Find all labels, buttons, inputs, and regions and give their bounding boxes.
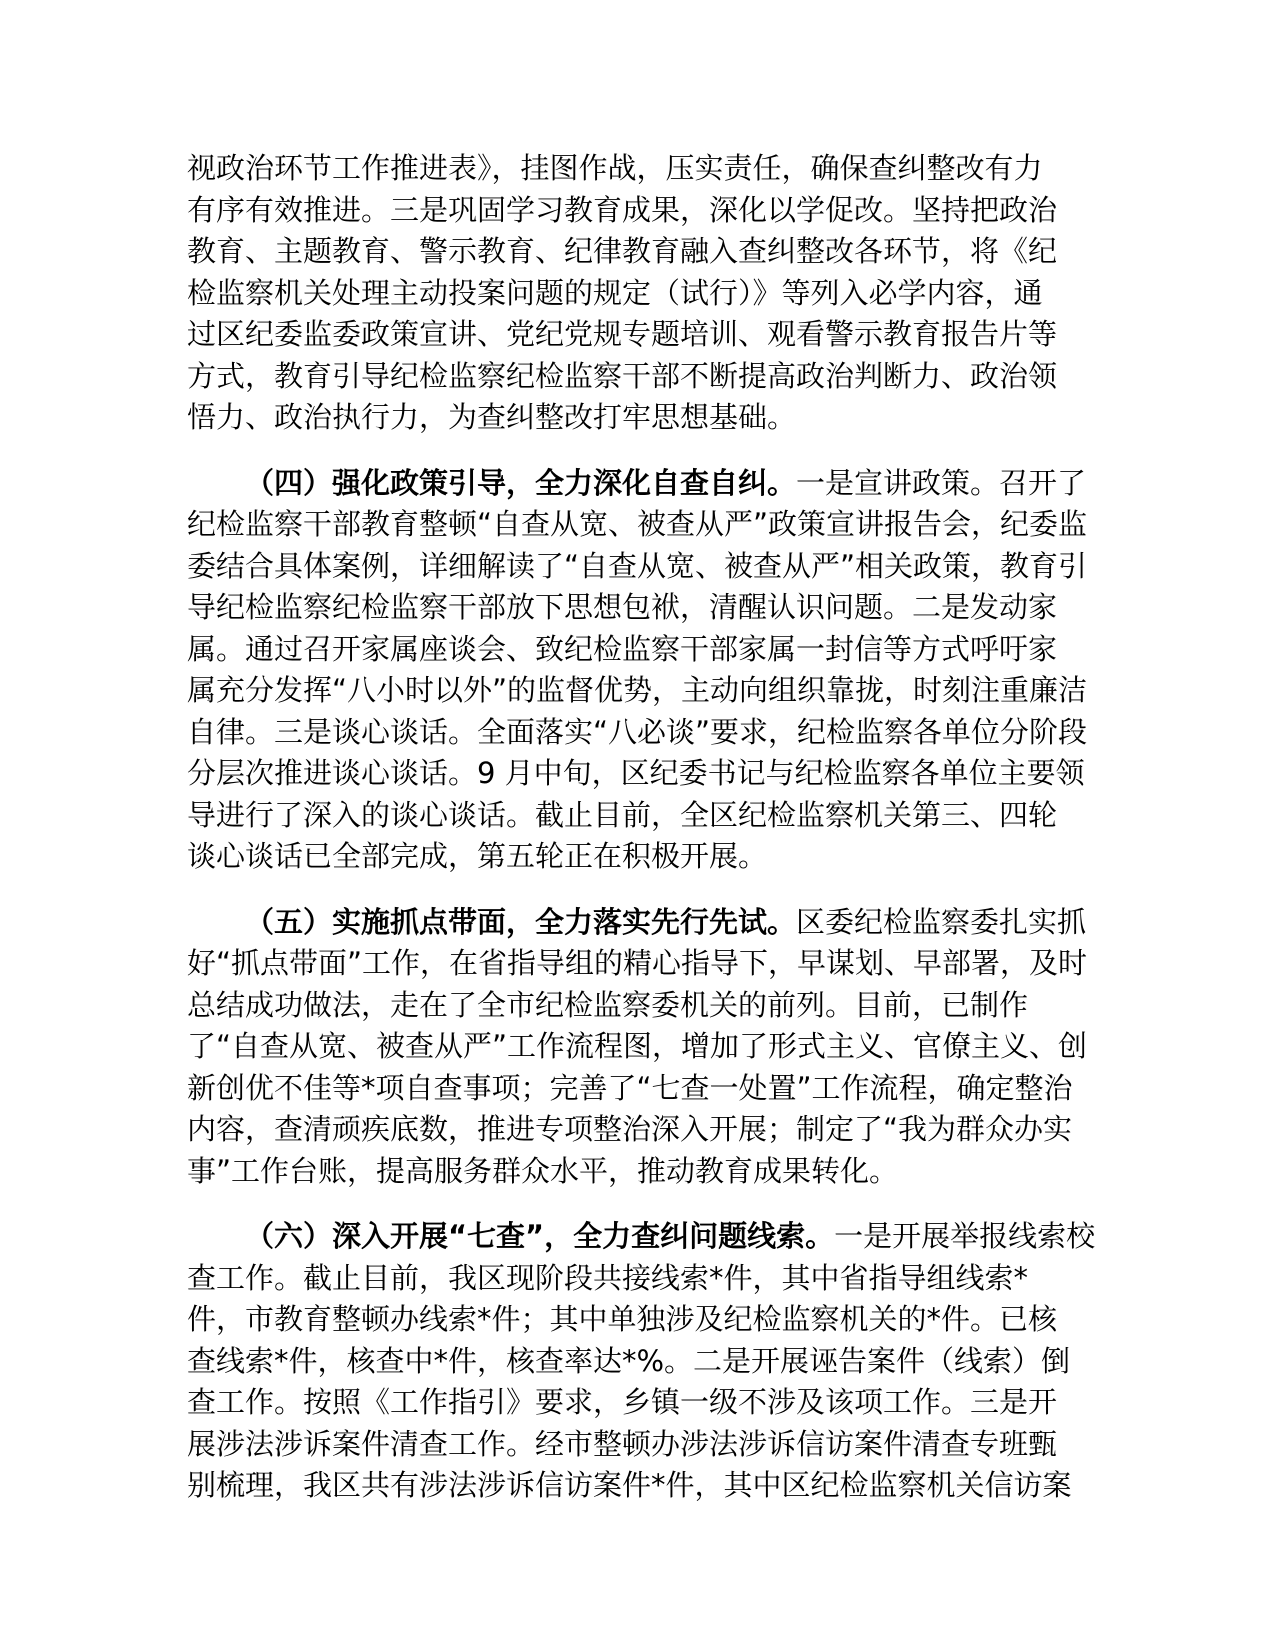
text-line: 查工作。按照《工作指引》要求，乡镇一级不涉及该项工作。三是开	[187, 1385, 1058, 1419]
text-line: 总结成功做法，走在了全市纪检监察委机关的前列。目前，已制作	[187, 987, 1029, 1022]
text-line: 谈心谈话已全部完成，第五轮正在积极开展。	[187, 839, 768, 873]
section-first-line	[187, 1216, 1096, 1258]
section-first-line	[187, 463, 1087, 505]
paragraph-section-4	[187, 463, 1087, 878]
text-line: 属。通过召开家属座谈会、致纪检监察干部家属一封信等方式呼吁家	[187, 631, 1058, 666]
paragraph-section-6	[187, 1216, 1096, 1507]
text-line: 别梳理，我区共有涉法涉诉信访案件*件，其中区纪检监察机关信访案	[187, 1468, 1072, 1502]
text-line: 展涉法涉诉案件清查工作。经市整顿办涉法涉诉信访案件清查专班甄	[187, 1426, 1058, 1461]
text-line: 方式，教育引导纪检监察纪检监察干部不断提高政治判断力、政治领	[187, 358, 1058, 393]
text-line: 视政治环节工作推进表》，挂图作战，压实责任，确保查纠整改有力	[187, 151, 1043, 185]
text-line: 查工作。截止目前，我区现阶段共接线索*件，其中省指导组线索*	[187, 1260, 1029, 1295]
text-line: 有序有效推进。三是巩固学习教育成果，深化以学促改。坚持把政治	[187, 192, 1058, 227]
text-line: 事”工作台账，提高服务群众水平，推动教育成果转化。	[187, 1153, 899, 1188]
text-line: 新创优不佳等*项自查事项；完善了“七查一处置”工作流程，确定整治	[187, 1070, 1073, 1105]
paragraph-section-5	[187, 902, 1087, 1193]
text-line: 导纪检监察纪检监察干部放下思想包袱，清醒认识问题。二是发动家	[187, 590, 1058, 624]
paragraph-continued	[187, 148, 1087, 439]
text-line: 导进行了深入的谈心谈话。截止目前，全区纪检监察机关第三、四轮	[187, 797, 1058, 832]
text-line: 纪检监察干部教育整顿“自查从宽、被查从严”政策宣讲报告会，纪委监	[187, 507, 1088, 541]
text-line: 检监察机关处理主动投案问题的规定（试行）》等列入必学内容，通	[187, 275, 1043, 310]
paragraph-spacer	[187, 1192, 1087, 1216]
paragraph-spacer	[187, 878, 1087, 902]
text-line: 分层次推进谈心谈话。9 月中旬，区纪委书记与纪检监察各单位主要领	[187, 756, 1085, 790]
text-line: 教育、主题教育、警示教育、纪律教育融入查纠整改各环节，将《纪	[187, 234, 1058, 268]
section-text: 一是开展举报线索校	[834, 1219, 1096, 1253]
section-first-line	[187, 902, 1087, 944]
text-line: 自律。三是谈心谈话。全面落实“八必谈”要求，纪检监察各单位分阶段	[187, 714, 1088, 749]
text-line: 内容，查清顽疾底数，推进专项整治深入开展；制定了“我为群众办实	[187, 1112, 1073, 1146]
section-heading: （五）实施抓点带面，全力落实先行先试。	[245, 904, 797, 939]
text-line: 委结合具体案例，详细解读了“自查从宽、被查从严”相关政策，教育引	[187, 548, 1088, 583]
section-heading: （四）强化政策引导，全力深化自查自纠。	[245, 465, 797, 500]
text-line: 查线索*件，核查中*件，核查率达*%。二是开展诬告案件（线索）倒	[187, 1343, 1071, 1378]
section-text: 区委纪检监察委扎实抓	[796, 904, 1087, 939]
text-line: 属充分发挥“八小时以外”的监督优势，主动向组织靠拢，时刻注重廉洁	[187, 673, 1088, 707]
text-line: 好“抓点带面”工作，在省指导组的精心指导下，早谋划、早部署，及时	[187, 946, 1088, 980]
text-line: 了“自查从宽、被查从严”工作流程图，增加了形式主义、官僚主义、创	[187, 1029, 1088, 1063]
paragraph-spacer	[187, 439, 1087, 463]
text-line: 件，市教育整顿办线索*件；其中单独涉及纪检监察机关的*件。已核	[187, 1302, 1058, 1336]
section-heading: （六）深入开展“七查”，全力查纠问题线索。	[245, 1219, 835, 1253]
text-line: 过区纪委监委政策宣讲、党纪党规专题培训、观看警示教育报告片等	[187, 317, 1058, 351]
section-text: 一是宣讲政策。召开了	[796, 465, 1087, 500]
text-line: 悟力、政治执行力，为查纠整改打牢思想基础。	[187, 400, 797, 434]
document-body	[187, 148, 1096, 1507]
